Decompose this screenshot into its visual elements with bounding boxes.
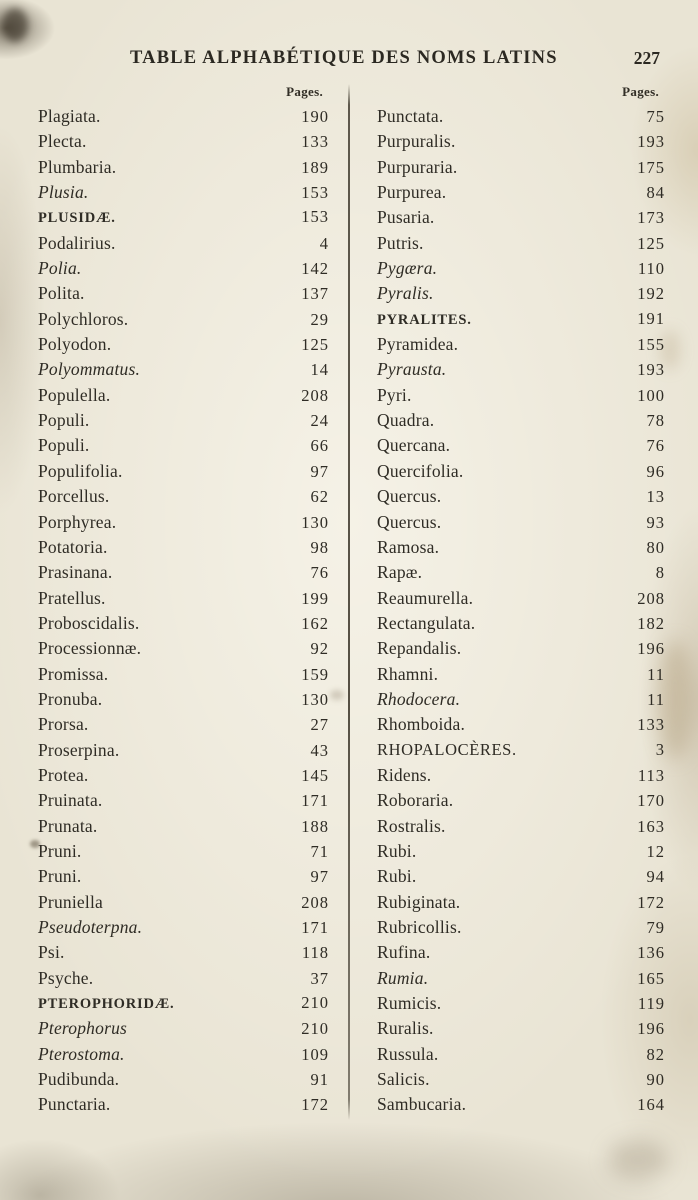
page-reference: 163 bbox=[637, 816, 665, 836]
index-entry-row bbox=[38, 638, 329, 663]
latin-name: Rumia. bbox=[377, 967, 429, 988]
page-reference: 97 bbox=[310, 461, 329, 481]
page-reference: 93 bbox=[646, 512, 665, 532]
latin-name: Pruinata. bbox=[38, 790, 103, 811]
page-reference: 84 bbox=[646, 183, 665, 203]
page-reference: 171 bbox=[301, 918, 329, 937]
index-entry-row bbox=[38, 207, 329, 232]
latin-name: Pterophorus bbox=[38, 1018, 128, 1039]
page-reference: 98 bbox=[310, 537, 329, 557]
page-reference: 94 bbox=[646, 867, 665, 887]
page-reference: 153 bbox=[301, 207, 329, 227]
index-entry-row bbox=[38, 131, 329, 156]
latin-name: PLUSIDÆ. bbox=[38, 210, 116, 227]
index-entry-row bbox=[377, 1044, 665, 1069]
index-entry-row bbox=[377, 258, 665, 283]
latin-name: Populi. bbox=[38, 435, 90, 456]
index-entry-row bbox=[377, 866, 665, 891]
page-reference: 130 bbox=[301, 512, 329, 532]
index-entry-row bbox=[38, 309, 329, 334]
page-reference: 173 bbox=[637, 208, 665, 228]
latin-name: Purpuraria. bbox=[377, 156, 458, 177]
latin-name: Rubricollis. bbox=[377, 917, 462, 937]
index-entry-row bbox=[38, 1094, 329, 1119]
page-reference: 192 bbox=[637, 284, 665, 304]
page-reference: 164 bbox=[637, 1095, 665, 1115]
index-entry-row bbox=[377, 359, 665, 384]
page-reference: 136 bbox=[637, 943, 665, 963]
latin-name: Pronuba. bbox=[38, 688, 103, 709]
index-entry-row bbox=[38, 1044, 329, 1069]
latin-name: RHOPALOCÈRES. bbox=[377, 739, 517, 759]
page-reference: 189 bbox=[301, 157, 329, 177]
page-reference: 97 bbox=[310, 867, 329, 887]
index-entry-row bbox=[377, 790, 665, 815]
page-reference: 155 bbox=[637, 335, 665, 355]
index-entry-row bbox=[38, 537, 329, 562]
index-columns bbox=[38, 84, 665, 1120]
page-reference: 175 bbox=[637, 157, 665, 177]
index-entry-row bbox=[377, 106, 665, 131]
latin-name: Rhodocera. bbox=[377, 688, 461, 709]
page-reference: 12 bbox=[646, 841, 665, 861]
index-entry-row bbox=[377, 461, 665, 486]
index-entry-row bbox=[377, 588, 665, 613]
page-reference: 125 bbox=[637, 233, 665, 253]
page-reference: 171 bbox=[301, 791, 329, 811]
latin-name: Processionnæ. bbox=[38, 638, 142, 659]
page-reference: 210 bbox=[301, 993, 329, 1013]
page-reference: 76 bbox=[646, 436, 665, 456]
latin-name: Pyralis. bbox=[377, 283, 434, 304]
index-entry-row bbox=[38, 664, 329, 689]
paper-stain bbox=[2, 8, 28, 42]
latin-name: Salicis. bbox=[377, 1069, 430, 1090]
index-entry-row bbox=[38, 106, 329, 131]
latin-name: Pyrausta. bbox=[377, 359, 447, 380]
index-entry-row bbox=[38, 816, 329, 841]
latin-name: Ramosa. bbox=[377, 536, 440, 557]
latin-name: Rumicis. bbox=[377, 993, 442, 1014]
page-reference: 96 bbox=[646, 461, 665, 481]
latin-name: Populella. bbox=[38, 384, 111, 405]
pages-column-header: Pages. bbox=[622, 84, 659, 99]
index-entry-row bbox=[38, 385, 329, 410]
latin-name: Polia. bbox=[38, 258, 82, 279]
page-reference: 75 bbox=[646, 107, 665, 126]
index-entry-row bbox=[377, 157, 665, 182]
index-entry-row bbox=[377, 638, 665, 663]
page-reference: 142 bbox=[301, 259, 329, 279]
index-entry-row bbox=[38, 917, 329, 942]
latin-name: Populi. bbox=[38, 410, 90, 431]
latin-name: Potatoria. bbox=[38, 536, 108, 557]
index-entry-row bbox=[377, 993, 665, 1018]
latin-name: Pyri. bbox=[377, 384, 412, 405]
latin-name: Pruni. bbox=[38, 866, 82, 887]
index-entry-row bbox=[38, 740, 329, 765]
index-entry-row bbox=[377, 1018, 665, 1043]
page-reference: 79 bbox=[646, 918, 665, 937]
right-column bbox=[377, 84, 665, 1120]
latin-name: Pruni. bbox=[38, 840, 82, 861]
latin-name: Pseudoterpna. bbox=[38, 917, 143, 937]
index-entry-row bbox=[377, 385, 665, 410]
latin-name: Promissa. bbox=[38, 663, 109, 684]
latin-name: Ruralis. bbox=[377, 1018, 434, 1039]
latin-name: Proboscidalis. bbox=[38, 612, 140, 633]
page-reference: 130 bbox=[301, 689, 329, 709]
latin-name: Rostralis. bbox=[377, 815, 446, 836]
page-reference: 100 bbox=[637, 385, 665, 405]
latin-name: Punctaria. bbox=[38, 1094, 111, 1115]
page-reference: 90 bbox=[646, 1070, 665, 1090]
page-reference: 13 bbox=[646, 487, 665, 507]
page-reference: 119 bbox=[637, 994, 665, 1014]
index-entry-row bbox=[38, 359, 329, 384]
page-reference: 4 bbox=[319, 233, 329, 253]
index-entry-row bbox=[38, 689, 329, 714]
page-title: TABLE ALPHABÉTIQUE DES NOMS LATINS bbox=[130, 48, 558, 68]
latin-name: Roboraria. bbox=[377, 790, 454, 811]
index-entry-row bbox=[377, 689, 665, 714]
page-reference: 37 bbox=[310, 968, 329, 988]
index-entry-row bbox=[377, 892, 665, 917]
page-reference: 199 bbox=[301, 588, 329, 608]
index-entry-row bbox=[38, 461, 329, 486]
index-entry-row bbox=[38, 410, 329, 435]
latin-name: Pudibunda. bbox=[38, 1069, 120, 1090]
index-entry-row bbox=[38, 841, 329, 866]
page-reference: 24 bbox=[310, 411, 329, 431]
latin-name: Rubi. bbox=[377, 840, 417, 861]
index-entry-row bbox=[38, 562, 329, 587]
index-entry-row bbox=[38, 334, 329, 359]
latin-name: Sambucaria. bbox=[377, 1094, 467, 1115]
index-entry-row bbox=[38, 182, 329, 207]
latin-name: Polyommatus. bbox=[38, 359, 141, 380]
index-entry-row bbox=[377, 435, 665, 460]
page-reference: 80 bbox=[646, 537, 665, 557]
page-reference: 43 bbox=[310, 740, 329, 760]
index-entry-row bbox=[377, 309, 665, 334]
index-entry-row bbox=[38, 588, 329, 613]
latin-name: Podalirius. bbox=[38, 232, 116, 253]
latin-name: Rectangulata. bbox=[377, 612, 476, 633]
index-entry-row bbox=[38, 714, 329, 739]
page-reference: 8 bbox=[655, 563, 665, 583]
page-reference: 27 bbox=[310, 715, 329, 735]
latin-name: Proserpina. bbox=[38, 739, 120, 760]
latin-name: Psyche. bbox=[38, 967, 94, 988]
latin-name: Protea. bbox=[38, 764, 89, 785]
index-entry-row bbox=[38, 283, 329, 308]
index-entry-row bbox=[377, 816, 665, 841]
page-reference: 145 bbox=[301, 765, 329, 785]
page-reference: 113 bbox=[637, 765, 665, 785]
latin-name: Porphyrea. bbox=[38, 511, 117, 532]
page-reference: 172 bbox=[301, 1095, 329, 1115]
page-reference: 11 bbox=[647, 664, 665, 684]
index-entry-row bbox=[377, 664, 665, 689]
index-entry-row bbox=[377, 841, 665, 866]
pages-column-header: Pages. bbox=[286, 84, 323, 99]
latin-name: Populifolia. bbox=[38, 460, 123, 481]
latin-name: Rubiginata. bbox=[377, 891, 461, 912]
latin-name: Russula. bbox=[377, 1043, 439, 1064]
index-entry-row bbox=[38, 157, 329, 182]
page-reference: 196 bbox=[637, 1019, 665, 1039]
page-reference: 188 bbox=[301, 816, 329, 836]
page-reference: 92 bbox=[310, 639, 329, 659]
index-entry-row bbox=[377, 613, 665, 638]
latin-name: Pterostoma. bbox=[38, 1043, 125, 1064]
index-entry-row bbox=[38, 512, 329, 537]
page-reference: 170 bbox=[637, 791, 665, 811]
latin-name: Pygæra. bbox=[377, 258, 438, 279]
index-entry-row bbox=[377, 207, 665, 232]
page-header bbox=[0, 46, 698, 76]
index-entry-row bbox=[38, 486, 329, 511]
index-entry-row bbox=[377, 334, 665, 359]
latin-name: Prunata. bbox=[38, 815, 98, 836]
page-reference: 137 bbox=[301, 284, 329, 304]
page-reference: 76 bbox=[310, 563, 329, 583]
latin-name: Polyodon. bbox=[38, 334, 112, 355]
latin-name: Psi. bbox=[38, 942, 65, 963]
latin-name: Purpurea. bbox=[377, 182, 447, 203]
index-entry-row bbox=[377, 486, 665, 511]
latin-name: Pratellus. bbox=[38, 587, 106, 608]
latin-name: Prasinana. bbox=[38, 562, 113, 583]
latin-name: Quadra. bbox=[377, 410, 435, 431]
index-entry-row bbox=[38, 993, 329, 1018]
page-reference: 110 bbox=[637, 259, 665, 279]
index-entry-row bbox=[38, 866, 329, 891]
latin-name: Quercus. bbox=[377, 486, 442, 507]
latin-name: Rufina. bbox=[377, 942, 431, 963]
latin-name: PYRALITES. bbox=[377, 311, 472, 328]
latin-name: Rubi. bbox=[377, 866, 417, 887]
index-entry-row bbox=[38, 233, 329, 258]
page-reference: 162 bbox=[301, 613, 329, 633]
page-reference: 118 bbox=[301, 943, 329, 963]
page-reference: 208 bbox=[301, 892, 329, 912]
index-entry-row bbox=[377, 968, 665, 993]
index-entry-row bbox=[377, 512, 665, 537]
latin-name: Plagiata. bbox=[38, 106, 101, 126]
page-reference: 208 bbox=[301, 385, 329, 405]
folio-number: 227 bbox=[633, 48, 660, 68]
index-entry-row bbox=[377, 233, 665, 258]
latin-name: Polychloros. bbox=[38, 308, 129, 329]
index-entry-row bbox=[377, 562, 665, 587]
index-entry-row bbox=[377, 765, 665, 790]
latin-name: Rapæ. bbox=[377, 562, 423, 583]
right-entry-list bbox=[377, 106, 665, 1120]
page-reference: 71 bbox=[310, 841, 329, 861]
page-reference: 208 bbox=[637, 588, 665, 608]
index-entry-row bbox=[377, 740, 665, 765]
latin-name: Putris. bbox=[377, 232, 424, 253]
latin-name: Quercana. bbox=[377, 435, 451, 456]
index-entry-row bbox=[377, 182, 665, 207]
page-reference: 193 bbox=[637, 360, 665, 380]
page-reference: 91 bbox=[310, 1070, 329, 1090]
index-entry-row bbox=[38, 613, 329, 638]
latin-name: Quercus. bbox=[377, 511, 442, 532]
latin-name: Purpuralis. bbox=[377, 131, 456, 152]
index-entry-row bbox=[377, 131, 665, 156]
page-reference: 14 bbox=[310, 360, 329, 380]
column-divider-rule bbox=[348, 84, 350, 1120]
index-entry-row bbox=[377, 917, 665, 942]
index-entry-row bbox=[377, 283, 665, 308]
latin-name: Pruniella bbox=[38, 891, 103, 912]
page-reference: 3 bbox=[655, 739, 665, 759]
index-entry-row bbox=[38, 1018, 329, 1043]
latin-name: Pyramidea. bbox=[377, 334, 459, 355]
page-reference: 172 bbox=[637, 892, 665, 912]
page-reference: 196 bbox=[637, 639, 665, 659]
latin-name: Polita. bbox=[38, 283, 85, 304]
page-reference: 153 bbox=[301, 183, 329, 203]
latin-name: Repandalis. bbox=[377, 638, 462, 659]
latin-name: Ridens. bbox=[377, 764, 432, 785]
page-reference: 11 bbox=[647, 689, 665, 709]
page-reference: 62 bbox=[310, 487, 329, 507]
page-reference: 29 bbox=[310, 309, 329, 329]
latin-name: Pusaria. bbox=[377, 207, 435, 228]
page-reference: 190 bbox=[301, 107, 329, 126]
latin-name: Rhamni. bbox=[377, 663, 439, 684]
index-entry-row bbox=[377, 714, 665, 739]
left-column bbox=[38, 84, 329, 1120]
page-reference: 191 bbox=[637, 308, 665, 328]
index-entry-row bbox=[377, 537, 665, 562]
page-reference: 133 bbox=[301, 132, 329, 152]
page-reference: 82 bbox=[646, 1044, 665, 1064]
latin-name: Plusia. bbox=[38, 182, 89, 203]
latin-name: PTEROPHORIDÆ. bbox=[38, 996, 175, 1013]
index-entry-row bbox=[38, 942, 329, 967]
page-reference: 133 bbox=[637, 715, 665, 735]
latin-name: Quercifolia. bbox=[377, 460, 464, 481]
page-reference: 78 bbox=[646, 411, 665, 431]
index-entry-row bbox=[38, 765, 329, 790]
index-entry-row bbox=[38, 435, 329, 460]
latin-name: Plumbaria. bbox=[38, 156, 117, 177]
index-entry-row bbox=[377, 410, 665, 435]
page-reference: 193 bbox=[637, 132, 665, 152]
latin-name: Plecta. bbox=[38, 131, 87, 152]
latin-name: Punctata. bbox=[377, 106, 444, 126]
index-entry-row bbox=[38, 892, 329, 917]
index-entry-row bbox=[377, 1094, 665, 1119]
page-reference: 165 bbox=[637, 968, 665, 988]
index-entry-row bbox=[38, 1069, 329, 1094]
left-entry-list bbox=[38, 106, 329, 1120]
page-reference: 159 bbox=[301, 664, 329, 684]
index-entry-row bbox=[377, 1069, 665, 1094]
latin-name: Reaumurella. bbox=[377, 587, 474, 608]
latin-name: Prorsa. bbox=[38, 714, 89, 735]
page-reference: 125 bbox=[301, 335, 329, 355]
index-entry-row bbox=[38, 258, 329, 283]
page-reference: 182 bbox=[637, 613, 665, 633]
latin-name: Rhomboida. bbox=[377, 714, 466, 735]
index-entry-row bbox=[377, 942, 665, 967]
latin-name: Porcellus. bbox=[38, 486, 110, 507]
paper-stain bbox=[608, 1140, 668, 1180]
page-reference: 66 bbox=[310, 436, 329, 456]
index-entry-row bbox=[38, 968, 329, 993]
page-reference: 109 bbox=[301, 1044, 329, 1064]
page-reference: 210 bbox=[301, 1019, 329, 1039]
index-entry-row bbox=[38, 790, 329, 815]
